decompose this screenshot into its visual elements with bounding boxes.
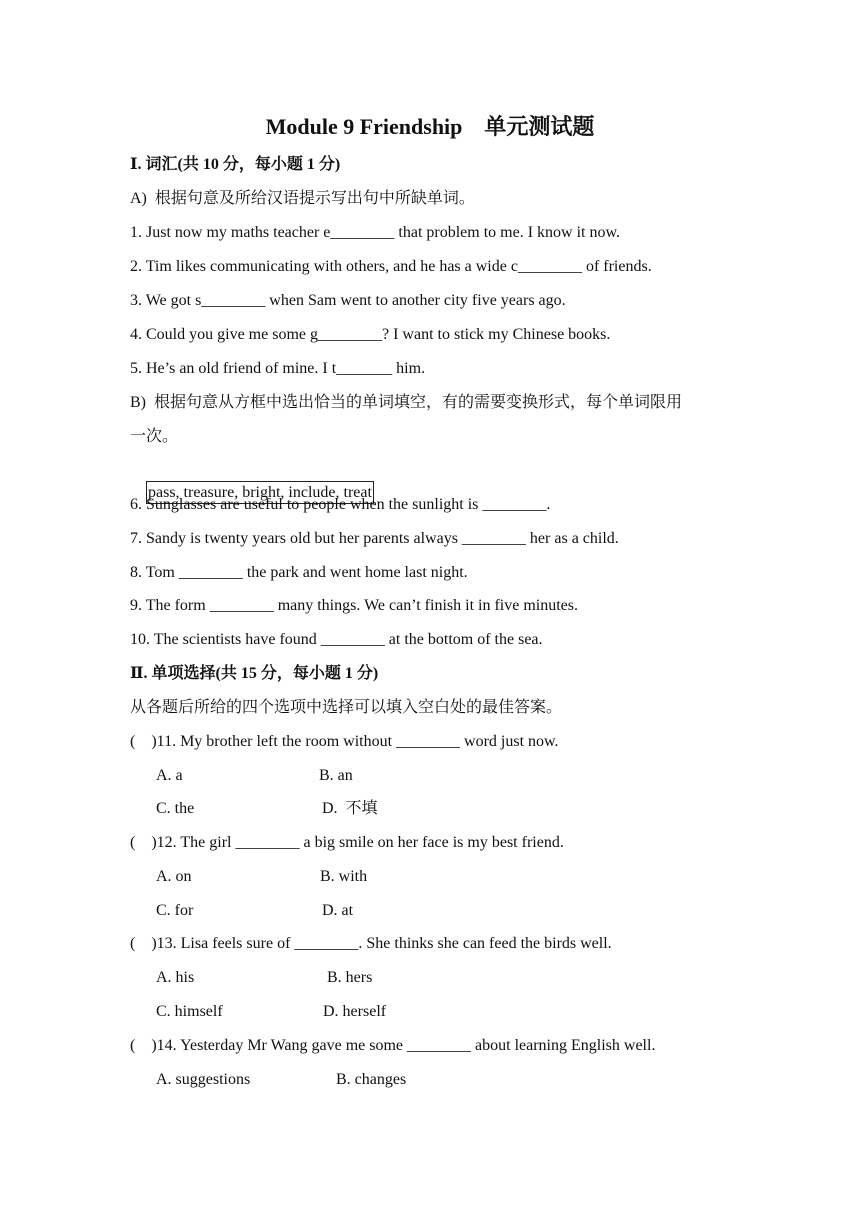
question-14: ( )14. Yesterday Mr Wang gave me some ________ about learning English well.: [130, 1037, 656, 1054]
section-2-instruction: 从各题后所给的四个选项中选择可以填入空白处的最佳答案。: [130, 699, 563, 716]
question-6: 6. Sunglasses are useful to people when the sunlight is ________.: [130, 496, 551, 513]
q14-option-a: A. suggestions: [156, 1071, 251, 1088]
q13-option-d: D. herself: [323, 1003, 387, 1020]
q12-option-c: C. for: [156, 902, 194, 919]
page-title: Module 9 Friendship 单元测试题: [265, 114, 595, 139]
q13-option-b: B. hers: [327, 969, 373, 986]
word-box-text: pass, treasure, bright, include, treat: [146, 481, 374, 504]
question-9: 9. The form ________ many things. We can’t finish it in five minutes.: [130, 597, 578, 614]
question-7: 7. Sandy is twenty years old but her parents always ________ her as a child.: [130, 530, 619, 547]
q14-option-b: B. changes: [336, 1071, 407, 1088]
part-b-instruction-line-2: 一次。: [130, 428, 179, 445]
question-12: ( )12. The girl ________ a big smile on her face is my best friend.: [130, 834, 564, 851]
question-10: 10. The scientists have found ________ at the bottom of the sea.: [130, 631, 543, 648]
section-1-heading: Ⅰ. 词汇(共 10 分，每小题 1 分): [130, 156, 341, 173]
question-4: 4. Could you give me some g________? I want to stick my Chinese books.: [130, 326, 611, 343]
q11-option-c: C. the: [156, 800, 195, 817]
question-1: 1. Just now my maths teacher e________ that problem to me. I know it now.: [130, 224, 620, 241]
question-3: 3. We got s________ when Sam went to another city five years ago.: [130, 292, 566, 309]
question-11: ( )11. My brother left the room without ________ word just now.: [130, 733, 559, 750]
q12-option-b: B. with: [320, 868, 368, 885]
question-13: ( )13. Lisa feels sure of ________. She thinks she can feed the birds well.: [130, 935, 612, 952]
question-8: 8. Tom ________ the park and went home last night.: [130, 564, 468, 581]
q11-option-d: D. 不填: [322, 800, 378, 817]
q12-option-d: D. at: [322, 902, 354, 919]
q13-option-a: A. his: [156, 969, 195, 986]
section-2-heading: Ⅱ. 单项选择(共 15 分，每小题 1 分): [130, 665, 379, 682]
q11-option-a: A. a: [156, 767, 183, 784]
part-a-instruction: A) 根据句意及所给汉语提示写出句中所缺单词。: [130, 190, 475, 207]
q13-option-c: C. himself: [156, 1003, 223, 1020]
q11-option-b: B. an: [319, 767, 353, 784]
part-b-instruction-line-1: B) 根据句意从方框中选出恰当的单词填空，有的需要变换形式，每个单词限用: [130, 394, 683, 411]
question-5: 5. He’s an old friend of mine. I t_______ him.: [130, 360, 426, 377]
question-2: 2. Tim likes communicating with others, and he has a wide c________ of friends.: [130, 258, 652, 275]
q12-option-a: A. on: [156, 868, 192, 885]
